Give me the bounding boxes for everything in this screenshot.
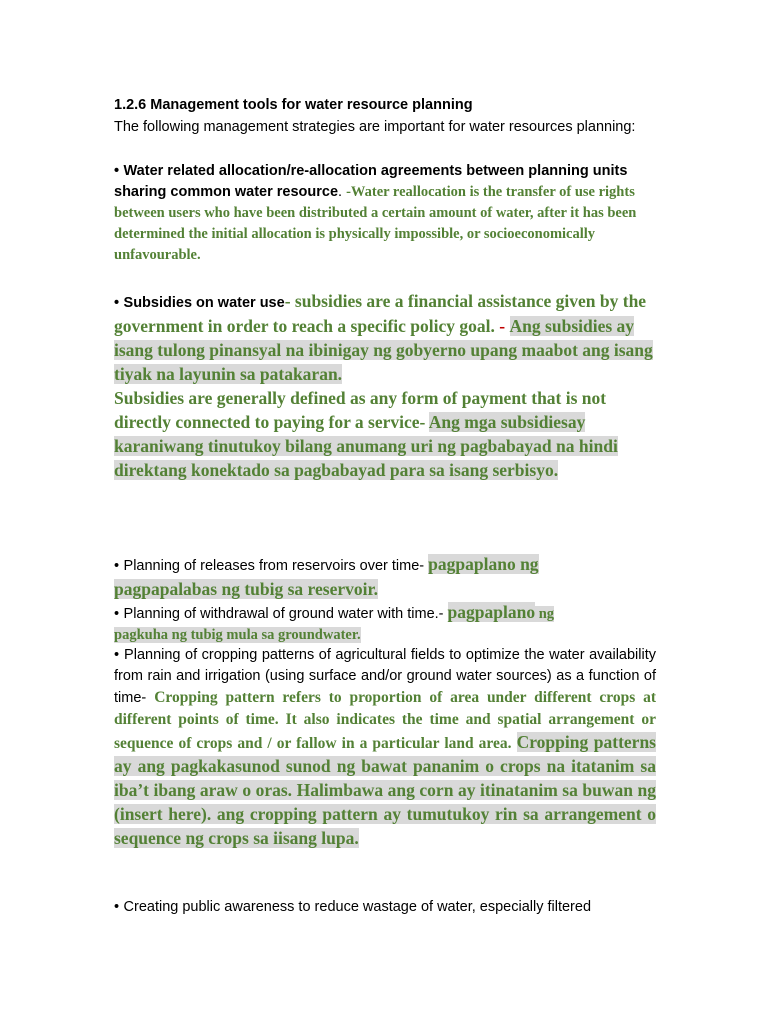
bullet-glyph: • [114,647,120,663]
item-translation-small: ng [535,606,555,622]
item-text: Planning of releases from reservoirs over time- [123,558,429,574]
item-title-end: . [338,184,347,200]
bullet-glyph: • [114,899,120,915]
item-dash: - [284,291,295,311]
item-translation-line2: pagpapalabas ng tubig sa reservoir. [114,579,379,599]
bullet-item-groundwater [114,600,656,646]
item-translation-line1: pagpaplano ng [428,554,539,574]
item-dash-2: - [419,412,429,432]
item-definition: subsidies are a financial assistance given by the government in order to reach a specific policy goal. [114,291,647,336]
item-translation: Ang subsidies ay isang tulong pinansyal na ibinigay ng gobyerno upang maabot ang isang tiyak na layunin sa patakaran. [114,316,653,384]
bullet-glyph: • [114,295,120,311]
bullet-item-subsidies [114,289,656,482]
bullet-glyph: • [114,558,120,574]
item-translation-line2: pagkuha ng tubig mula sa groundwater. [114,627,361,643]
item-text: Planning of cropping patterns of agricultural fields to optimize the water availability from rain and irrigation (using surface and/or ground water sources) as a function of time- [114,647,657,706]
item-text: Planning of withdrawal of ground water with time.- [123,606,448,622]
item-definition-2: Subsidies are generally defined as any form of payment that is not directly connected to paying for a service [114,388,607,432]
bullet-item-reservoir-releases [114,552,656,601]
item-translation-2: Ang mga subsidiesay karaniwang tinutukoy bilang anumang uri ng pagbabayad na hindi direktang konektado sa pagbabayad para sa isang serbisyo. [114,412,618,480]
bullet-glyph: • [114,606,120,622]
item-title: Subsidies on water use [123,295,285,311]
item-definition: Water reallocation is the transfer of use rights between users who have been distributed a certain amount of water, after it has been determined the initial allocation is physically impossible, or socioeconomically unfavourable. [114,184,637,263]
section-heading [114,95,656,116]
item-dash: - [346,184,351,200]
heading-text: 1.2.6 Management tools for water resource planning [114,97,473,113]
item-definition: Cropping pattern refers to proportion of area under different crops at different points of time. It also indicates the time and spatial arrangement or sequence of crops and / or fallow in a particular land area. [114,689,656,752]
bullet-glyph: • [114,163,120,179]
item-translation-big: pagpaplano [447,602,536,622]
item-text: Creating public awareness to reduce wastage of water, especially filtered [123,899,592,915]
bullet-item-public-awareness [114,897,656,918]
intro-paragraph [114,117,656,138]
item-red-dash: - [499,316,506,336]
item-translation: Cropping patterns ay ang pagkakasunod sunod ng bawat pananim o crops na itatanim sa iba’t ibang araw o oras. Halimbawa ang corn ay itinatanim sa buwan ng (insert here). ang cropping pattern ay tumutukoy rin sa arrangement o sequence ng crops sa iisang lupa. [114,732,656,848]
intro-text: The following management strategies are important for water resources planning: [114,119,636,135]
item-title: Water related allocation/re-allocation agreements between planning units sharing common water resource [114,163,628,200]
bullet-item-cropping-patterns [114,645,656,850]
bullet-item-allocation [114,161,656,266]
